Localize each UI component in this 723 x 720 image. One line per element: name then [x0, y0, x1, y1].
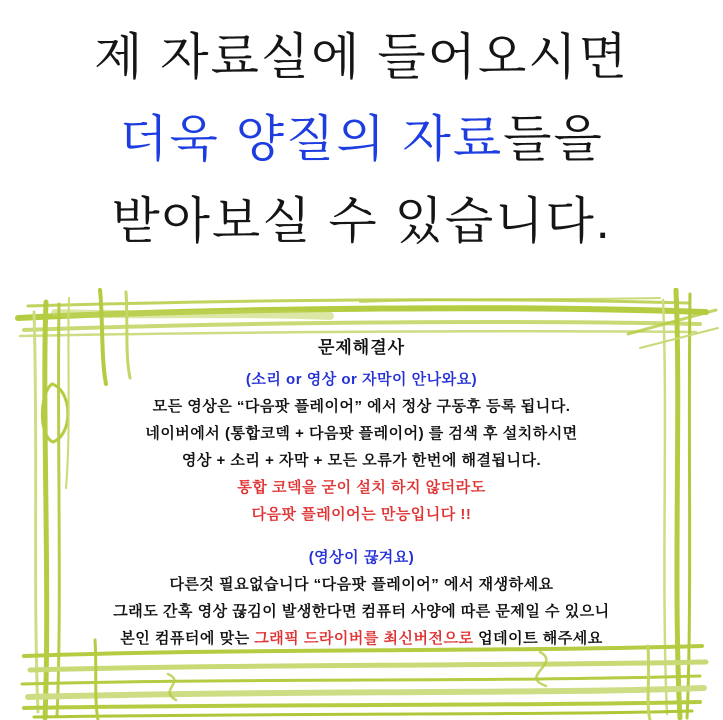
- section1-line: 영상 + 소리 + 자막 + 모든 오류가 한번에 해결됩니다.: [181, 452, 542, 469]
- intro-text: [0, 16, 723, 262]
- sketch-frame: [0, 288, 723, 720]
- section2-heading: (영상이 끊겨요): [308, 549, 415, 566]
- intro-line-2-highlight: 더욱 양질의 자료: [119, 111, 504, 167]
- intro-line-1: 제 자료실에 들어오시면: [94, 29, 629, 85]
- section1-line: 네이버에서 (통합코덱 + 다음팟 플레이어) 를 검색 후 설치하시면: [145, 425, 578, 442]
- intro-line-2-rest: 들을: [503, 111, 604, 167]
- intro-line-3: 받아보실 수 있습니다.: [111, 193, 612, 249]
- section2-line: 그래도 간혹 영상 끊김이 발생한다면 컴퓨터 사양에 따른 문제일 수 있으니: [113, 603, 610, 620]
- intro-line-2: [0, 98, 723, 180]
- section1-heading: (소리 or 영상 or 자막이 안나와요): [245, 371, 478, 388]
- panel-title: 문제해결사: [317, 338, 406, 357]
- section2-last-line: [85, 625, 638, 652]
- section2-last-black-suffix: 업데이트 해주세요: [473, 630, 603, 647]
- section1-line: 모든 영상은 “다음팟 플레이어” 에서 정상 구동후 등록 됩니다.: [152, 398, 571, 415]
- section2-last-black-prefix: 본인 컴퓨터에 맞는: [120, 630, 255, 647]
- troubleshoot-panel: [85, 338, 638, 652]
- section2-last-red-middle: 그래픽 드라이버를 최신버전으로: [254, 630, 474, 647]
- section1-red-line: 다음팟 플레이어는 만능입니다 !!: [251, 506, 472, 523]
- section2-line: 다른것 필요없습니다 “다음팟 플레이어” 에서 재생하세요: [169, 576, 554, 593]
- section1-red-line: 통합 코덱을 굳이 설치 하지 않더라도: [237, 479, 486, 496]
